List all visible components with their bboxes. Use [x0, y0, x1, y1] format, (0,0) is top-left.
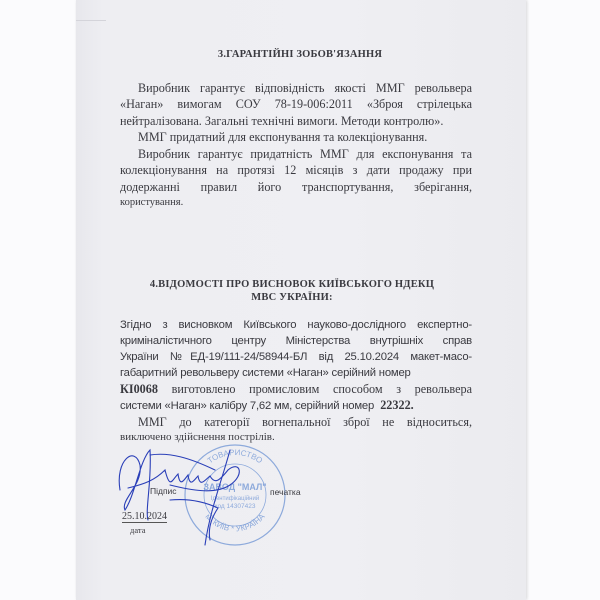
- body-line: криміналістичного центру Міністерства внутрішніх справ: [120, 335, 472, 347]
- signature-label: Підпис: [150, 486, 177, 496]
- section-3-title: 3.ГАРАНТІЙНІ ЗОБОВ'ЯЗАННЯ: [217, 49, 383, 60]
- section-4-title-line2: МВС УКРАЇНИ:: [251, 292, 333, 303]
- page-fold: [76, 0, 106, 21]
- body-line: колекціонування на протязі 12 місяців з дати продажу при: [120, 163, 472, 177]
- body-line: Виробник гарантує відповідність якості ММГ револьвера: [138, 81, 472, 95]
- body-line: Згідно з висновком Київського науково-дослідного експертно-: [120, 319, 472, 331]
- body-line: ММГ до категорії вогнепальної зброї не відноситься,: [138, 415, 472, 429]
- signature-date: 25.10.2024: [122, 511, 167, 522]
- svg-text:ТОВАРИСТВО: ТОВАРИСТВО: [205, 447, 265, 466]
- serial-number: КІ0068: [120, 382, 158, 396]
- body-line: [120, 398, 472, 413]
- svg-text:м. КИЇВ * УКРАЇНА: м. КИЇВ * УКРАЇНА: [203, 512, 267, 534]
- body-text: системи «Наган» калібру 7,62 мм, серійний номер: [120, 400, 375, 412]
- date-label: дата: [130, 525, 146, 535]
- body-line: Виробник гарантує придатність ММГ для експонування та: [138, 147, 472, 161]
- svg-text:код 14307423: код 14307423: [214, 503, 256, 510]
- body-line: «Наган» вимогам СОУ 78-19-006:2011 «Зброя стрілецька: [120, 97, 472, 111]
- svg-text:Ідентифікаційний: Ідентифікаційний: [210, 496, 260, 502]
- body-line: габаритний револьверу системи «Наган» серійний номер: [120, 367, 411, 379]
- body-line: [120, 382, 472, 396]
- stamp-label: печатка: [270, 487, 301, 497]
- body-line: виключено здійснення пострілів.: [120, 431, 275, 443]
- body-line: користування.: [120, 197, 184, 208]
- section-4-title: 4.ВІДОМОСТІ ПРО ВИСНОВОК КИЇВСЬКОГО НДЕКЦ: [149, 279, 435, 290]
- body-line: додержанні правил його транспортування, зберігання,: [120, 180, 472, 194]
- svg-text:ЗАВОД "МАЛ": ЗАВОД "МАЛ": [203, 482, 267, 492]
- body-line: нейтралізована. Загальні технічні вимоги. Методи контролю».: [120, 114, 444, 128]
- body-line: України №ЕД-19/111-24/58944-БЛ від 25.10.2024 макет-масо-: [120, 351, 472, 363]
- body-line: ММГ придатний для експонування та колекціонування.: [138, 130, 428, 144]
- body-text: виготовлено промисловим способом з револьвера: [171, 382, 472, 396]
- serial-number-2: 22322.: [380, 398, 414, 412]
